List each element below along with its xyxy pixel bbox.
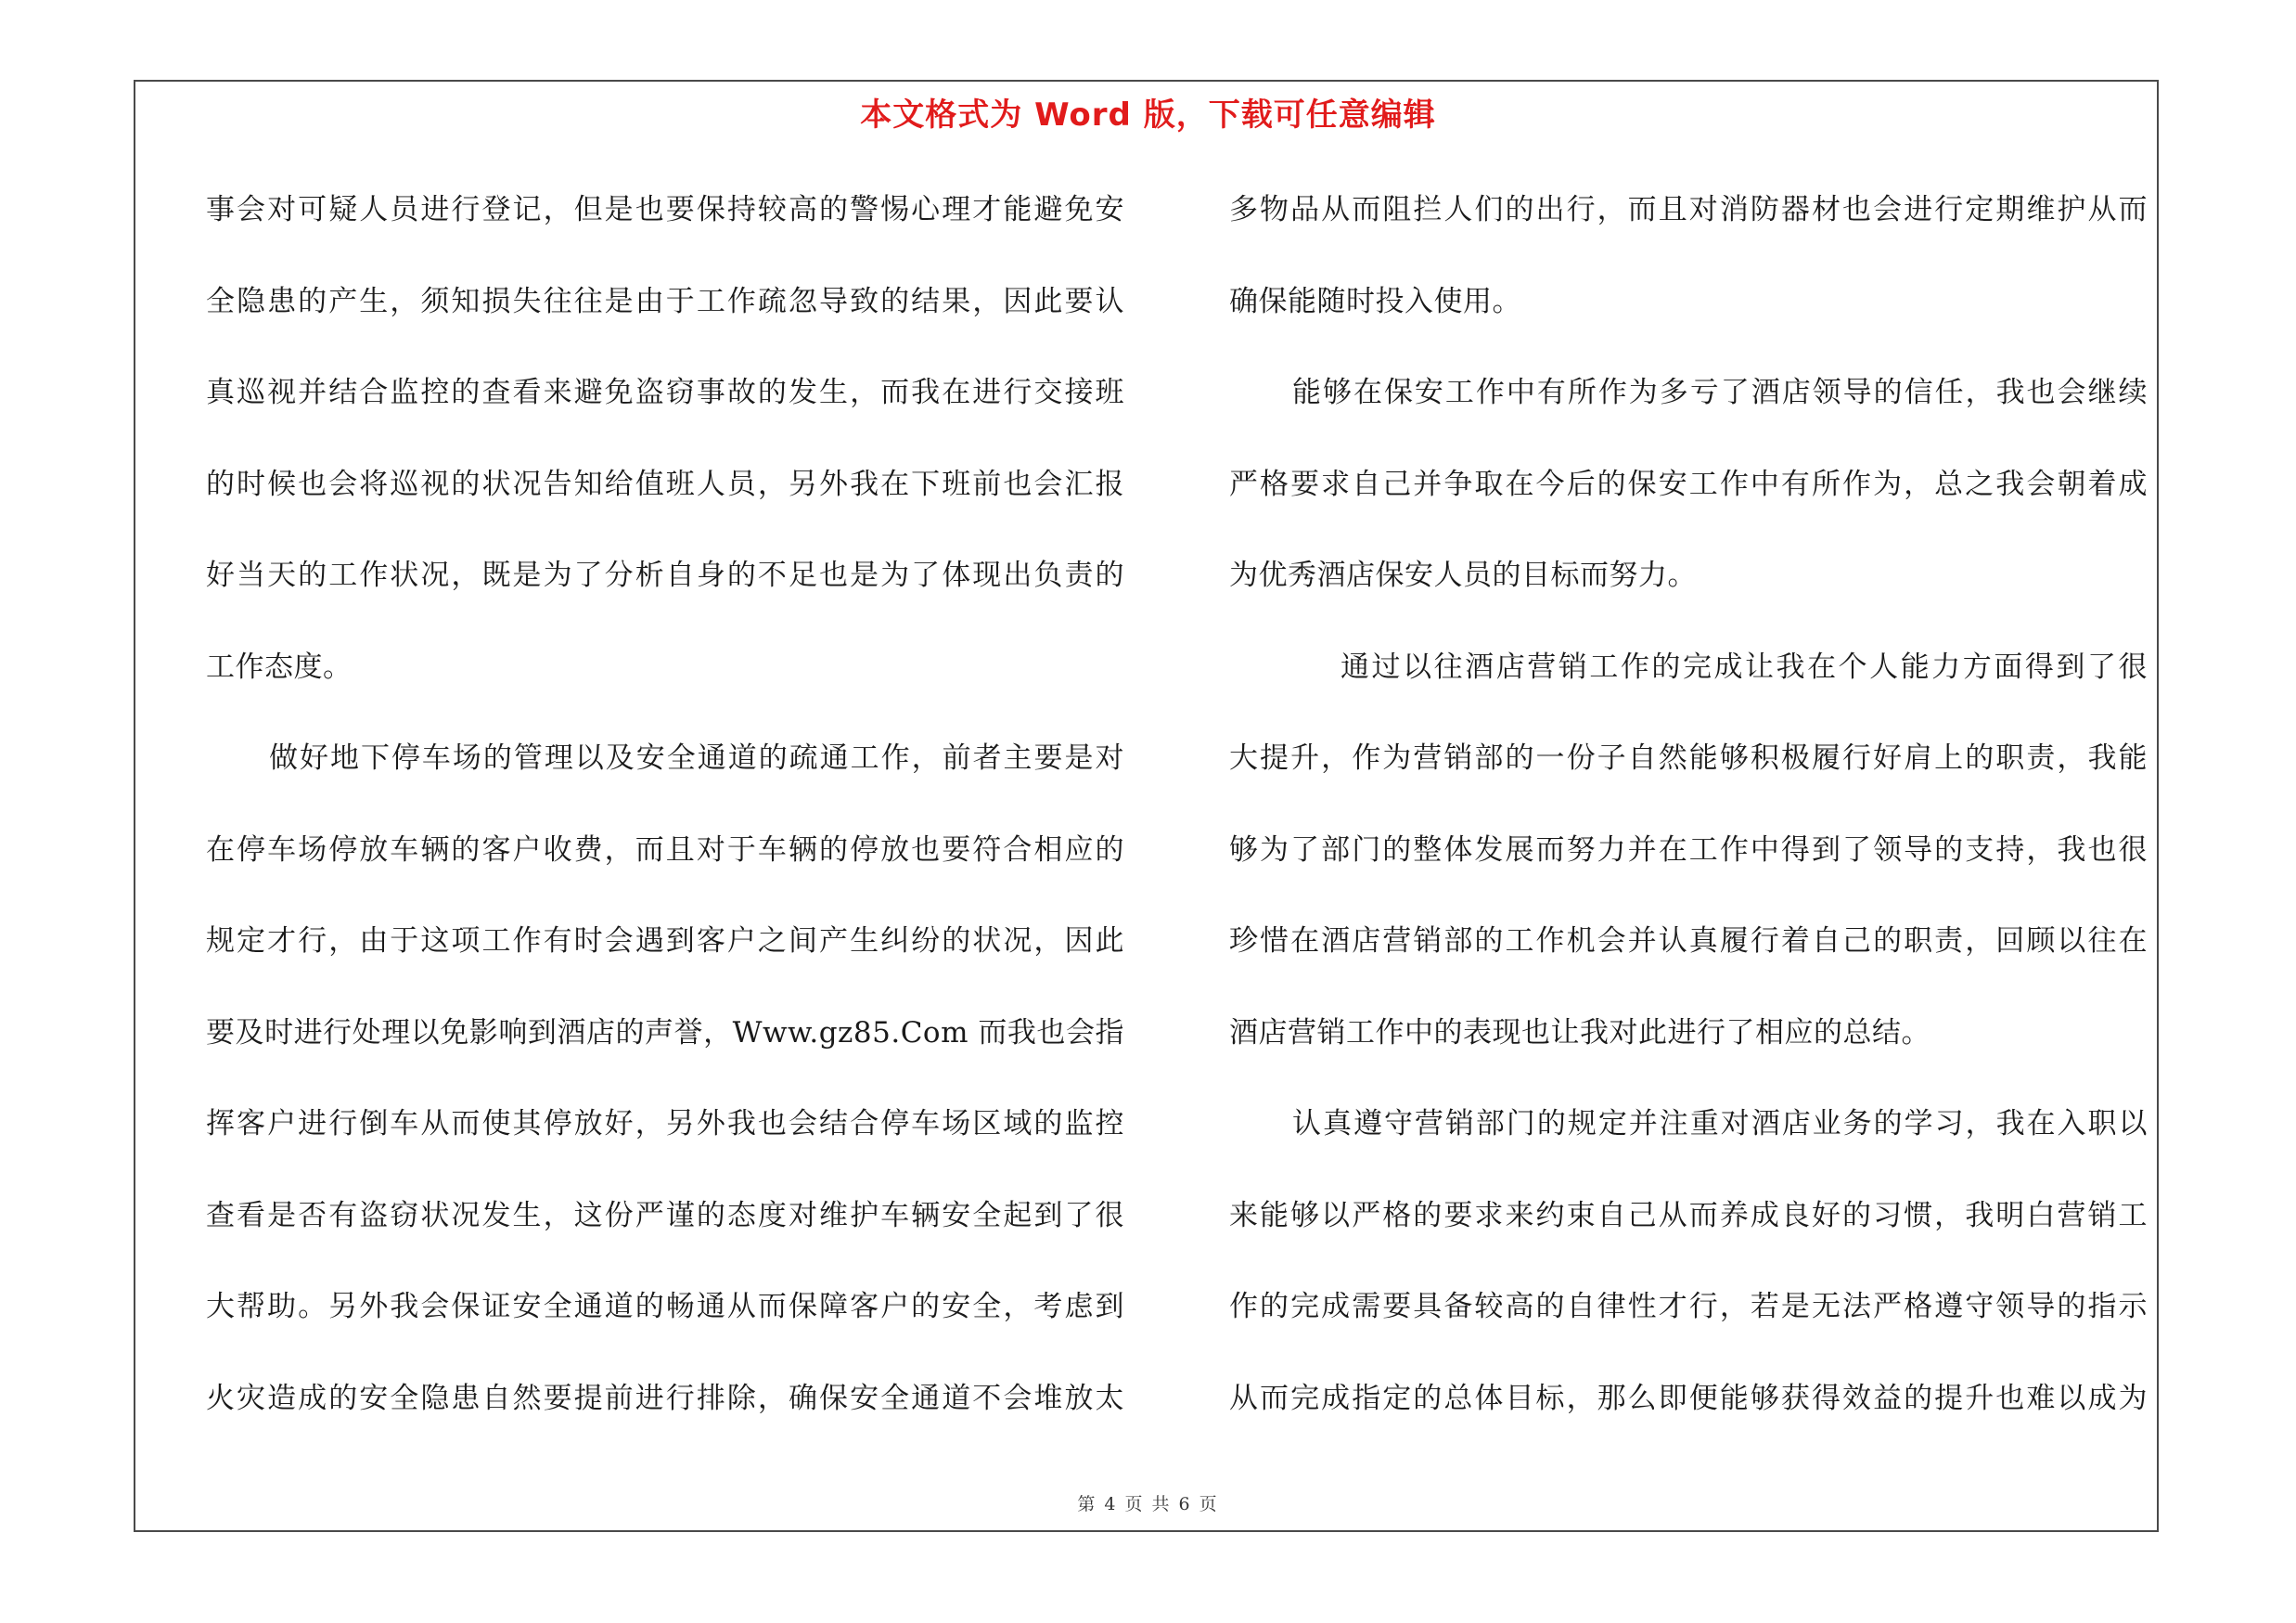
- text-line: 工作态度。: [206, 650, 353, 684]
- right-text-column: [1229, 182, 2148, 1462]
- left-text-column: [206, 182, 1124, 1462]
- text-line: 多物品从而阻拦人们的出行，而且对消防器材也会进行定期维护从而: [1229, 193, 2148, 226]
- text-line: 来能够以严格的要求来约束自己从而养成良好的习惯，我明白营销工: [1229, 1198, 2148, 1232]
- text-line: 能够在保安工作中有所作为多亏了酒店领导的信任，我也会继续: [1292, 376, 2148, 409]
- text-line: 珍惜在酒店营销部的工作机会并认真履行着自己的职责，回顾以往在: [1229, 924, 2148, 958]
- text-line: 事会对可疑人员进行登记，但是也要保持较高的警惕心理才能避免安: [206, 193, 1124, 226]
- text-line: 在停车场停放车辆的客户收费，而且对于车辆的停放也要符合相应的: [206, 832, 1124, 867]
- text-line: 通过以往酒店营销工作的完成让我在个人能力方面得到了很: [1340, 650, 2148, 684]
- text-line: 严格要求自己并争取在今后的保安工作中有所作为，总之我会朝着成: [1229, 467, 2148, 501]
- text-line: 查看是否有盗窃状况发生，这份严谨的态度对维护车辆安全起到了很: [206, 1198, 1124, 1232]
- text-line: 挥客户进行倒车从而使其停放好，另外我也会结合停车场区域的监控: [206, 1107, 1124, 1140]
- text-line: 确保能随时投入使用。: [1229, 284, 1521, 318]
- text-line: 真巡视并结合监控的查看来避免盗窃事故的发生，而我在进行交接班: [206, 376, 1124, 409]
- text-line: 够为了部门的整体发展而努力并在工作中得到了领导的支持，我也很: [1229, 832, 2148, 867]
- text-line: 做好地下停车场的管理以及安全通道的疏通工作，前者主要是对: [269, 741, 1124, 775]
- text-line: 好当天的工作状况，既是为了分析自身的不足也是为了体现出负责的: [206, 559, 1124, 592]
- text-line: 为优秀酒店保安人员的目标而努力。: [1229, 559, 1697, 592]
- text-line: 从而完成指定的总体目标，那么即便能够获得效益的提升也难以成为: [1229, 1381, 2148, 1415]
- format-banner: 本文格式为 Word 版，下载可任意编辑: [860, 97, 1436, 134]
- page-number: 第 4 页 共 6 页: [1077, 1494, 1219, 1514]
- text-line: 大帮助。另外我会保证安全通道的畅通从而保障客户的安全，考虑到: [206, 1290, 1124, 1323]
- text-line: 全隐患的产生，须知损失往往是由于工作疏忽导致的结果，因此要认: [206, 284, 1124, 318]
- text-line: 酒店营销工作中的表现也让我对此进行了相应的总结。: [1229, 1015, 1930, 1050]
- text-line: 火灾造成的安全隐患自然要提前进行排除，确保安全通道不会堆放太: [206, 1381, 1124, 1415]
- text-line: 大提升，作为营销部的一份子自然能够积极履行好肩上的职责，我能: [1229, 741, 2148, 775]
- text-line: 认真遵守营销部门的规定并注重对酒店业务的学习，我在入职以: [1292, 1107, 2148, 1140]
- text-line: 要及时进行处理以免影响到酒店的声誉，Www.gz85.Com 而我也会指: [206, 1015, 1124, 1050]
- text-line: 规定才行，由于这项工作有时会遇到客户之间产生纠纷的状况，因此: [206, 924, 1124, 958]
- text-line: 作的完成需要具备较高的自律性才行，若是无法严格遵守领导的指示: [1229, 1290, 2148, 1323]
- text-line: 的时候也会将巡视的状况告知给值班人员，另外我在下班前也会汇报: [206, 467, 1124, 501]
